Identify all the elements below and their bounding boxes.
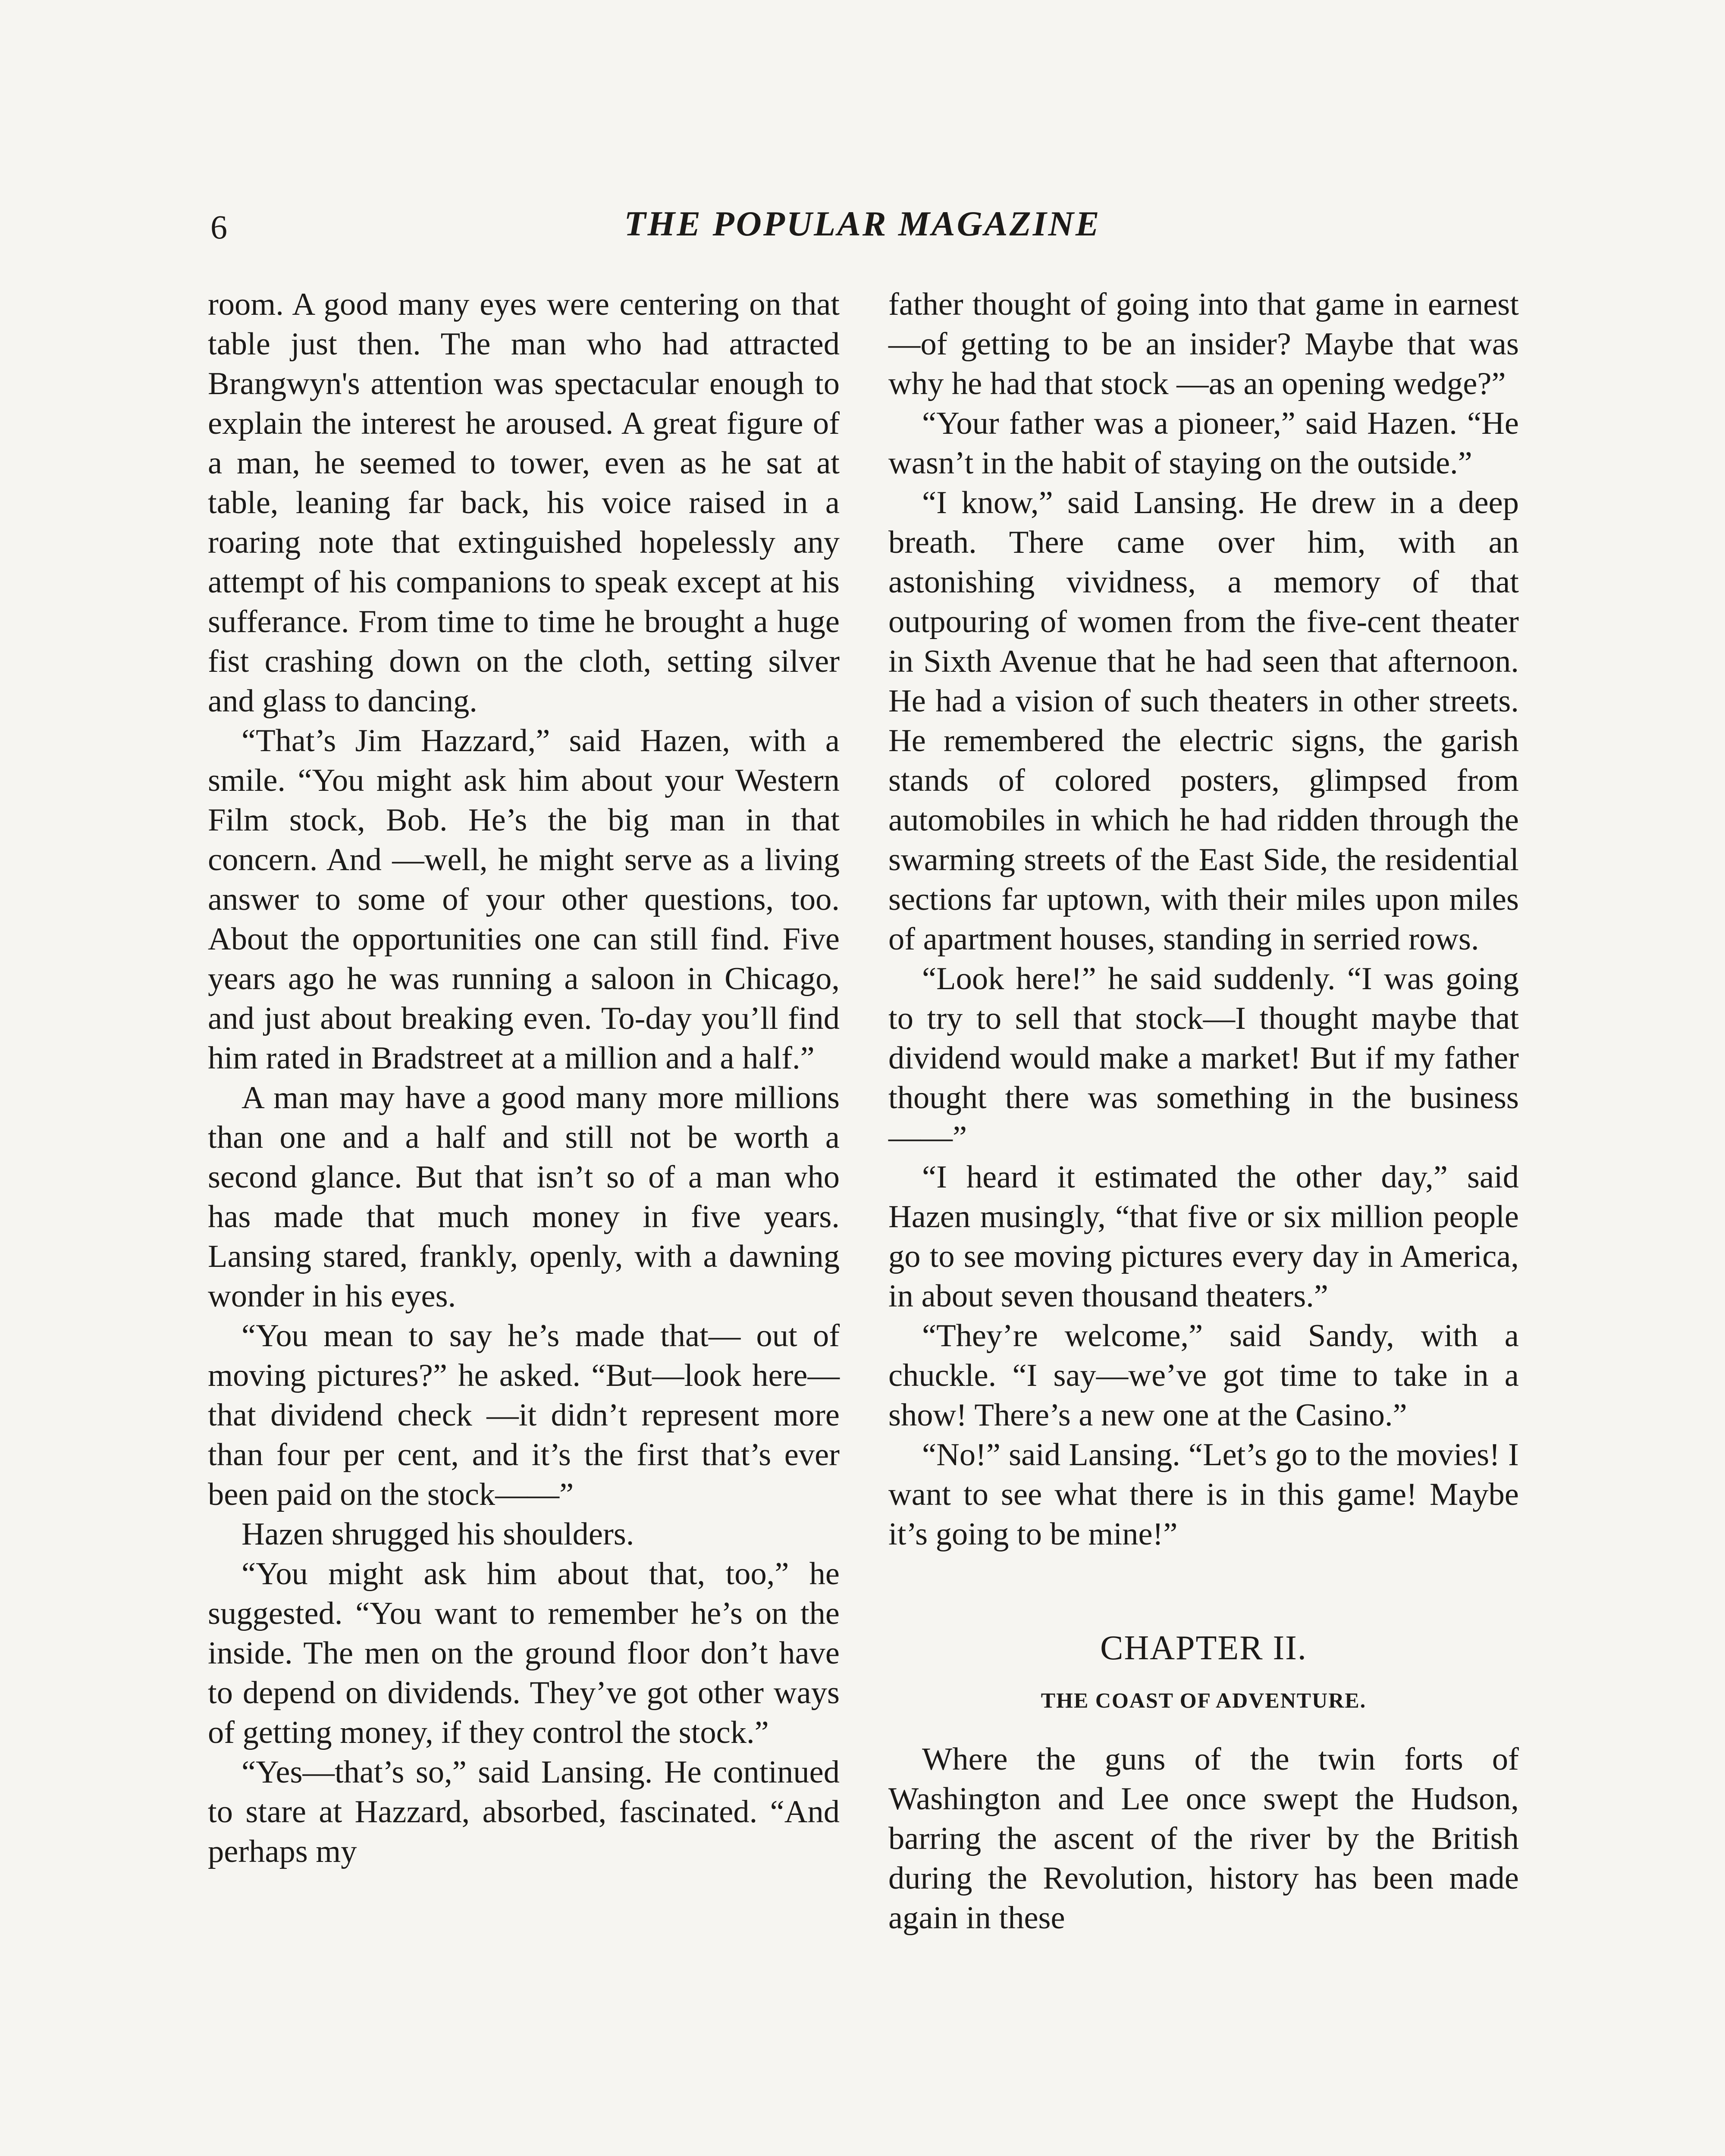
- paragraph: “Yes—that’s so,” said Lansing. He continued to stare at Hazzard, absorbed, fascinated. “And perhaps my: [208, 1755, 840, 1869]
- chapter-title: CHAPTER II.: [1100, 1629, 1307, 1667]
- paragraph: “You might ask him about that, too,” he suggested. “You want to remember he’s on the inside. The men on the ground floor don’t have to depend on dividends. They’ve got other ways of getting money, if they control the stock.”: [208, 1556, 840, 1750]
- paragraph: “They’re welcome,” said Sandy, with a chuckle. “I say—we’ve got time to take in a show! There’s a new one at the Casino.”: [888, 1318, 1519, 1433]
- page-number: 6: [210, 208, 227, 246]
- paragraph: Hazen shrugged his shoulders.: [242, 1517, 634, 1552]
- paragraph: father thought of going into that game in earnest—of getting to be an insider? Maybe that was why he had that stock —as an opening wedge?”: [888, 287, 1519, 401]
- right-column: [888, 285, 1519, 1938]
- chapter-subtitle: THE COAST OF ADVENTURE.: [1041, 1688, 1367, 1712]
- running-head: THE POPULAR MAGAZINE: [624, 204, 1101, 243]
- paragraph: “That’s Jim Hazzard,” said Hazen, with a smile. “You might ask him about your Western Film stock, Bob. He’s the big man in that concern. And —well, he might serve as a living answer to some of your other questions, too. About the opportunities one can still find. Five years ago he was running a saloon in Chicago, and just about breaking even. To-day you’ll find him rated in Bradstreet at a million and a half.”: [208, 723, 840, 1076]
- paragraph: “Your father was a pioneer,” said Hazen. “He wasn’t in the habit of staying on the outside.”: [888, 406, 1519, 481]
- left-column: [208, 285, 840, 1871]
- paragraph: “No!” said Lansing. “Let’s go to the movies! I want to see what there is in this game! Maybe it’s going to be mine!”: [888, 1437, 1519, 1552]
- paragraph: “You mean to say he’s made that— out of moving pictures?” he asked. “But—look here—that dividend check —it didn’t represent more than four per cent, and it’s the first that’s ever been paid on the stock——”: [208, 1318, 840, 1512]
- paragraph: “Look here!” he said suddenly. “I was going to try to sell that stock—I thought maybe that dividend would make a market! But if my father thought there was something in the business——”: [888, 961, 1519, 1155]
- paragraph: “I know,” said Lansing. He drew in a deep breath. There came over him, with an astonishing vividness, a memory of that outpouring of women from the five-cent theater in Sixth Avenue that he had seen that afternoon. He had a vision of such theaters in other streets. He remembered the electric signs, the garish stands of colored posters, glimpsed from automobiles in which he had ridden through the swarming streets of the East Side, the residential sections far uptown, with their miles upon miles of apartment houses, standing in serried rows.: [888, 485, 1519, 957]
- paragraph: room. A good many eyes were centering on that table just then. The man who had attracted Brangwyn's attention was spectacular enough to explain the interest he aroused. A great figure of a man, he seemed to tower, even as he sat at table, leaning far back, his voice raised in a roaring note that extinguished hopelessly any attempt of his companions to speak except at his sufferance. From time to time he brought a huge fist crashing down on the cloth, setting silver and glass to dancing.: [208, 287, 840, 719]
- paragraph: “I heard it estimated the other day,” said Hazen musingly, “that five or six million people go to see moving pictures every day in America, in about seven thousand theaters.”: [888, 1159, 1519, 1314]
- paragraph: A man may have a good many more millions than one and a half and still not be worth a second glance. But that isn’t so of a man who has made that much money in five years. Lansing stared, frankly, openly, with a dawning wonder in his eyes.: [208, 1080, 840, 1314]
- paragraph: Where the guns of the twin forts of Washington and Lee once swept the Hudson, barring the ascent of the river by the British during the Revolution, history has been made again in these: [888, 1742, 1519, 1936]
